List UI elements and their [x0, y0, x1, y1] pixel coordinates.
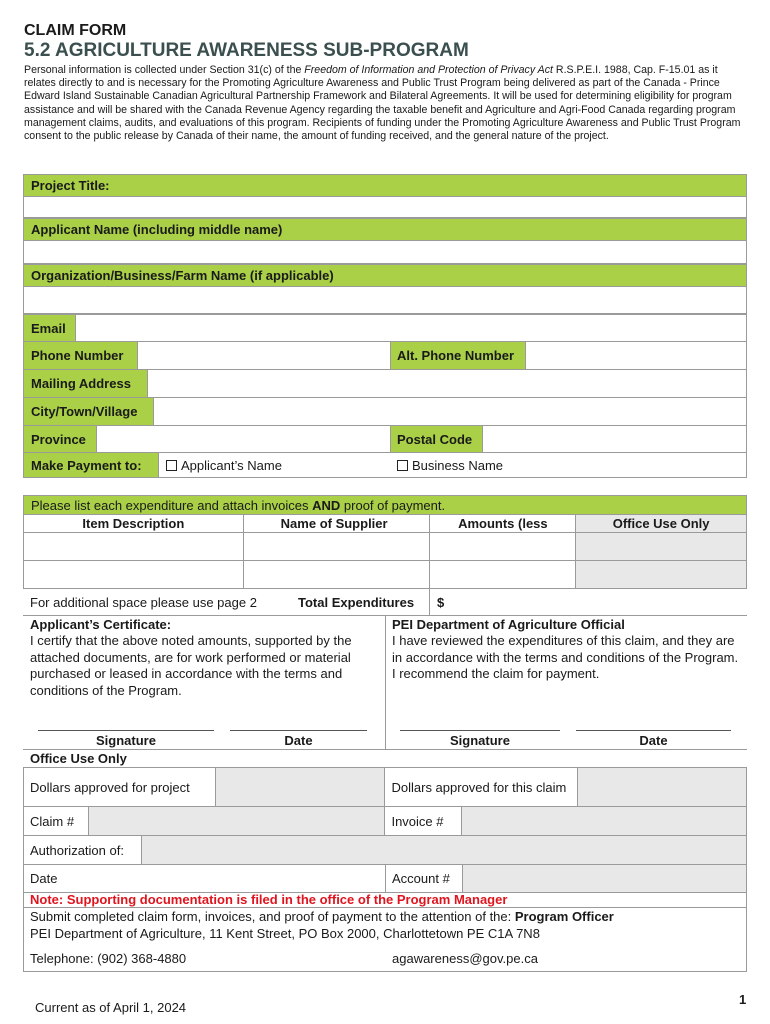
applicant-name-label: Applicant Name (including middle name)	[23, 218, 747, 241]
col-amounts: Amounts (less	[430, 515, 576, 533]
applicant-signature-line[interactable]	[38, 730, 214, 731]
city-field[interactable]	[153, 397, 747, 426]
phone-field[interactable]	[137, 341, 391, 370]
dollars-project-field	[215, 768, 385, 807]
table-row	[24, 561, 747, 589]
make-payment-label: Make Payment to:	[23, 452, 159, 478]
office-use-title: Office Use Only	[30, 751, 127, 766]
project-title-label: Project Title:	[23, 174, 747, 197]
official-title: PEI Department of Agriculture Official	[392, 617, 625, 632]
email-field[interactable]	[75, 314, 747, 342]
supplier-cell[interactable]	[243, 533, 430, 561]
account-number-field	[463, 865, 747, 893]
authorization-label: Authorization of:	[24, 836, 142, 865]
col-supplier: Name of Supplier	[243, 515, 430, 533]
applicant-date-line[interactable]	[230, 730, 367, 731]
province-field[interactable]	[96, 425, 391, 453]
additional-space-note: For additional space please use page 2	[30, 595, 257, 610]
postal-code-label: Postal Code	[390, 425, 483, 453]
applicant-certificate-text: I certify that the above noted amounts, supported by the attached documents, are for work performed or material purchased or leased in accordance with the terms and conditions of the Program.	[30, 633, 352, 698]
total-expenditures-field[interactable]	[429, 589, 747, 616]
invoice-number-field	[462, 807, 747, 836]
privacy-notice: Personal information is collected under Section 31(c) of the Freedom of Information and Protection of Privacy Act R.S.P.E.I. 1988, Cap. F-15.01 as it relates directly to and is necessary for the Promoting Agriculture Awareness and Public Trust Program being delivered as part of the Canada - Prince Edward Island Sustainable Canadian Agricultural Partnership Framework and Bilateral Agreements. It will be used for determining eligibility for program assistance and will be shared with the Canada Revenue Agency regarding the taxable benefit and Agriculture and Agri-Food Canada regarding program management claims, audits, and evaluations of this program. Recipients of funding under the Promoting Agriculture Awareness and Public Trust Program consent to the public release by Canada of their name, the amount of funding received, and the general nature of the project.	[24, 64, 741, 143]
date-account-row	[23, 864, 747, 893]
claim-number-field	[88, 807, 385, 836]
payment-option-applicant[interactable]: Applicant’s Name	[166, 458, 282, 473]
official-date-label: Date	[639, 733, 668, 748]
department-address: PEI Department of Agriculture, 11 Kent Street, PO Box 2000, Charlottetown PE C1A 7N8	[30, 926, 540, 941]
claim-invoice-row	[23, 806, 747, 836]
city-label: City/Town/Village	[23, 397, 154, 426]
current-as-of: Current as of April 1, 2024	[35, 1000, 187, 1015]
telephone: Telephone: (902) 368-4880	[30, 951, 187, 966]
office-use-table	[23, 767, 747, 807]
expenditure-table	[23, 514, 747, 589]
official-signature-label: Signature	[450, 733, 510, 748]
mailing-address-field[interactable]	[147, 369, 747, 398]
office-cell	[576, 561, 747, 589]
alt-phone-field[interactable]	[525, 341, 747, 370]
supplier-cell[interactable]	[243, 561, 430, 589]
dollars-claim-label: Dollars approved for this claim	[385, 768, 578, 807]
supporting-docs-note: Note: Supporting documentation is filed in the office of the Program Manager	[30, 892, 508, 907]
authorization-row	[23, 835, 747, 865]
currency-symbol: $	[437, 595, 445, 610]
alt-phone-label: Alt. Phone Number	[390, 341, 526, 370]
amount-cell[interactable]	[430, 533, 576, 561]
submit-instruction: Submit completed claim form, invoices, and proof of payment to the attention of the: Program Officer	[30, 909, 614, 924]
program-title: 5.2 AGRICULTURE AWARENESS SUB-PROGRAM	[24, 40, 469, 61]
payment-option-business[interactable]: Business Name	[397, 458, 503, 473]
applicant-signature-label: Signature	[96, 733, 156, 748]
official-text: I have reviewed the expenditures of this claim, and they are in accordance with the terms and conditions of the Program. I recommend the claim for payment.	[392, 633, 739, 681]
authorization-field	[142, 836, 747, 865]
mailing-address-label: Mailing Address	[23, 369, 148, 398]
total-expenditures-label: Total Expenditures	[298, 595, 415, 610]
applicant-date-label: Date	[284, 733, 313, 748]
official-date-line[interactable]	[576, 730, 731, 731]
account-number-label: Account #	[386, 865, 463, 893]
postal-code-field[interactable]	[482, 425, 747, 453]
office-cell	[576, 533, 747, 561]
col-item-description: Item Description	[24, 515, 244, 533]
project-title-input[interactable]	[23, 196, 747, 218]
applicant-name-input[interactable]	[23, 240, 747, 264]
item-cell[interactable]	[24, 533, 244, 561]
expenditure-instruction: Please list each expenditure and attach invoices AND proof of payment.	[23, 495, 747, 515]
phone-label: Phone Number	[23, 341, 138, 370]
invoice-number-label: Invoice #	[385, 807, 462, 836]
item-cell[interactable]	[24, 561, 244, 589]
dollars-project-label: Dollars approved for project	[24, 768, 216, 807]
office-date-label: Date	[24, 865, 386, 893]
province-label: Province	[23, 425, 97, 453]
checkbox-icon[interactable]	[166, 460, 177, 471]
table-row	[24, 533, 747, 561]
form-label: CLAIM FORM	[24, 22, 127, 39]
page-number: 1	[739, 992, 747, 1007]
applicant-certificate-title: Applicant’s Certificate:	[30, 617, 172, 632]
contact-email[interactable]: agawareness@gov.pe.ca	[392, 951, 538, 966]
email-label: Email	[23, 314, 76, 342]
checkbox-icon[interactable]	[397, 460, 408, 471]
col-office-use: Office Use Only	[576, 515, 747, 533]
organization-label: Organization/Business/Farm Name (if applicable)	[23, 264, 747, 287]
claim-number-label: Claim #	[24, 807, 89, 836]
organization-input[interactable]	[23, 286, 747, 314]
official-signature-line[interactable]	[400, 730, 560, 731]
amount-cell[interactable]	[430, 561, 576, 589]
dollars-claim-field	[578, 768, 747, 807]
